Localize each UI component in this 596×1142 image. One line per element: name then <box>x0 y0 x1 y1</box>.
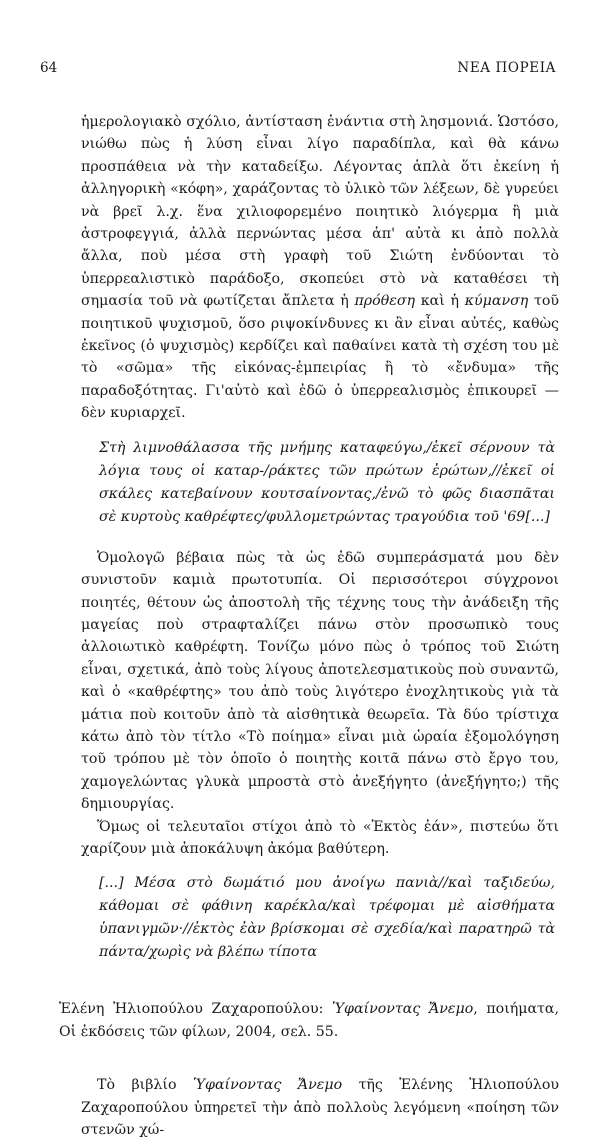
paragraph-4: Τὸ βιβλίο Ὑφαίνοντας Ἄνεμο τῆς Ἑλένης Ἠλιοπούλου Ζαχαροπούλου ὑπηρετεῖ τὴν ἀπὸ πολλοὺς λεγόμενη «ποίηση τῶν στενῶν χώ- <box>81 1077 559 1139</box>
running-title: ΝΕΑ ΠΟΡΕΙΑ <box>457 60 556 76</box>
book-title: Ὑφαίνοντας Ἄνεμο <box>192 1077 343 1094</box>
paragraph-2: Ὁμολογῶ βέβαια πὼς τὰ ὡς ἐδῶ συμπεράσματά μου δὲν συνιστοῦν καμιὰ πρωτοτυπία. Οἱ περισσότεροι σύγχρονοι ποιητές, θέτουν ὡς ἀποστολὴ τῆς τέχνης τους τὴν ἀνάδειξη τῆς μαγείας ποὺ στραφταλίζει πάνω στὸν προσωπικὸ τους ἀλλοιωτικὸ καθρέφτη. Τονίζω μόνο πὼς ὁ τρόπος τοῦ Σιώτη εἶναι, σχετικά, ἀπὸ τοὺς λίγους ἀποτελεσματικοὺς ποὺ συναντῶ, καὶ ὁ «καθρέφτης» του ἀπὸ τοὺς λιγότερο ἐνοχλητικοὺς γιὰ τὰ μάτια ποὺ κοιτοῦν ἀπὸ τὰ αἰσθητικὰ θεωρεῖα. Τὰ δύο τρίστιχα κάτω ἀπὸ τὸν τίτλο «Τὸ ποίημα» εἶναι μιὰ ὡραία ἐξομολόγηση τοῦ τρόπου μὲ τὸν ὁποῖο ὁ ποιητὴς κοιτᾶ πάνω στὸ ἔργο του, χαμογελώντας γλυκὰ μπροστὰ στὸ ἀνεξήγητο (ἀνεξήγητο;) τῆς δημιουργίας. <box>81 549 559 813</box>
page-body <box>59 111 560 1142</box>
emphasis-prothesi: πρόθεση <box>354 293 416 310</box>
paragraph-1: ἡμερολογιακὸ σχόλιο, ἀντίσταση ἐνάντια στὴ λησμονιά. Ὡστόσο, νιώθω πὼς ἡ λύση εἶναι λίγο παραδίπλα, καὶ θὰ κάνω προσπάθεια νὰ τὴν καταδείξω. Λέγοντας ἁπλὰ ὅτι ἐκείνη ἡ ἀλληγορικὴ «κόφη», χαράζοντας τὸ ὑλικὸ τῶν λέξεων, δὲ γυρεύει νὰ βρεῖ λ.χ. ἕνα χιλιοφορεμένο ποιητικὸ λιόγερμα ἢ μιὰ ἀστροφεγγιά, ἀλλὰ περνώντας μέσα ἀπ' αὐτὰ κι ἀπὸ πολλὰ ἄλλα, ποὺ μέσα στὴ γραφὴ τοῦ Σιώτη ἐνδύονται τὸ ὑπερρεαλιστικὸ παράδοξο, σκοπεύει στὸ νὰ καταθέσει τὴ σημασία τοῦ νὰ φωτίζεται ἄπλετα ἡ πρόθεση καὶ ἡ κύμανση τοῦ ποιητικοῦ ψυχισμοῦ, ὅσο ριψοκίνδυνες κι ἂν εἶναι αὐτές, καθὼς ἐκεῖνος (ὁ ψυχισμὸς) κερδίζει καὶ παθαίνει κατὰ τὴ σχέση του μὲ τὸ «σῶμα» τῆς εἰκόνας-ἐμπειρίας ἢ τὸ «ἔνδυμα» τῆς παραδοξότητας. Γι'αὐτὸ καὶ ἐδῶ ὁ ὑπερρεαλισμὸς ἐπικουρεῖ —δὲν κυριαρχεῖ. <box>81 114 560 422</box>
reference-title: Ὑφαίνοντας Ἄνεμο <box>331 1001 474 1018</box>
emphasis-kymansi: κύμανση <box>464 293 529 310</box>
paragraph-3: Ὅμως οἱ τελευταῖοι στίχοι ἀπὸ τὸ «Ἐκτὸς ἐάν», πιστεύω ὅτι χαρίζουν μιὰ ἀποκάλυψη ἀκόμα βαθύτερη. <box>81 818 559 857</box>
page-header <box>40 60 556 80</box>
poem-quote-1: Στὴ λιμνοθάλασσα τῆς μνήμης καταφεύγω,/ἐκεῖ σέρνουν τὰ λόγια τους οἱ καταρ-/ράκτες τῶν πρώτων ἐρώτων,//ἐκεῖ οἱ σκάλες κατεβαίνουν κουτσαίνοντας,/ἐνῶ τὸ φῶς διασπᾶται σὲ κυρτοὺς καθρέφτες/φυλλομετρώντας τραγούδια τοῦ '69[...] <box>99 439 555 525</box>
book-reference: Ἑλένη Ἠλιοπούλου Ζαχαροπούλου: Ὑφαίνοντας Ἄνεμο, ποιήματα, Οἱ ἐκδόσεις τῶν φίλων, 2004, σελ. 55. <box>59 1001 559 1041</box>
page-number: 64 <box>40 60 58 76</box>
poem-quote-2: [...] Μέσα στὸ δωμάτιό μου ἀνοίγω πανιὰ//καὶ ταξιδεύω, κάθομαι σὲ φάθινη καρέκλα/καὶ τρέφομαι μὲ αἰσθήματα ὑπανιγμῶν·//ἐκτὸς ἐὰν βρίσκομαι σὲ σχεδία/καὶ παρατηρῶ τὰ πάντα/χωρὶς νὰ βλέπω τίποτα <box>99 875 555 961</box>
